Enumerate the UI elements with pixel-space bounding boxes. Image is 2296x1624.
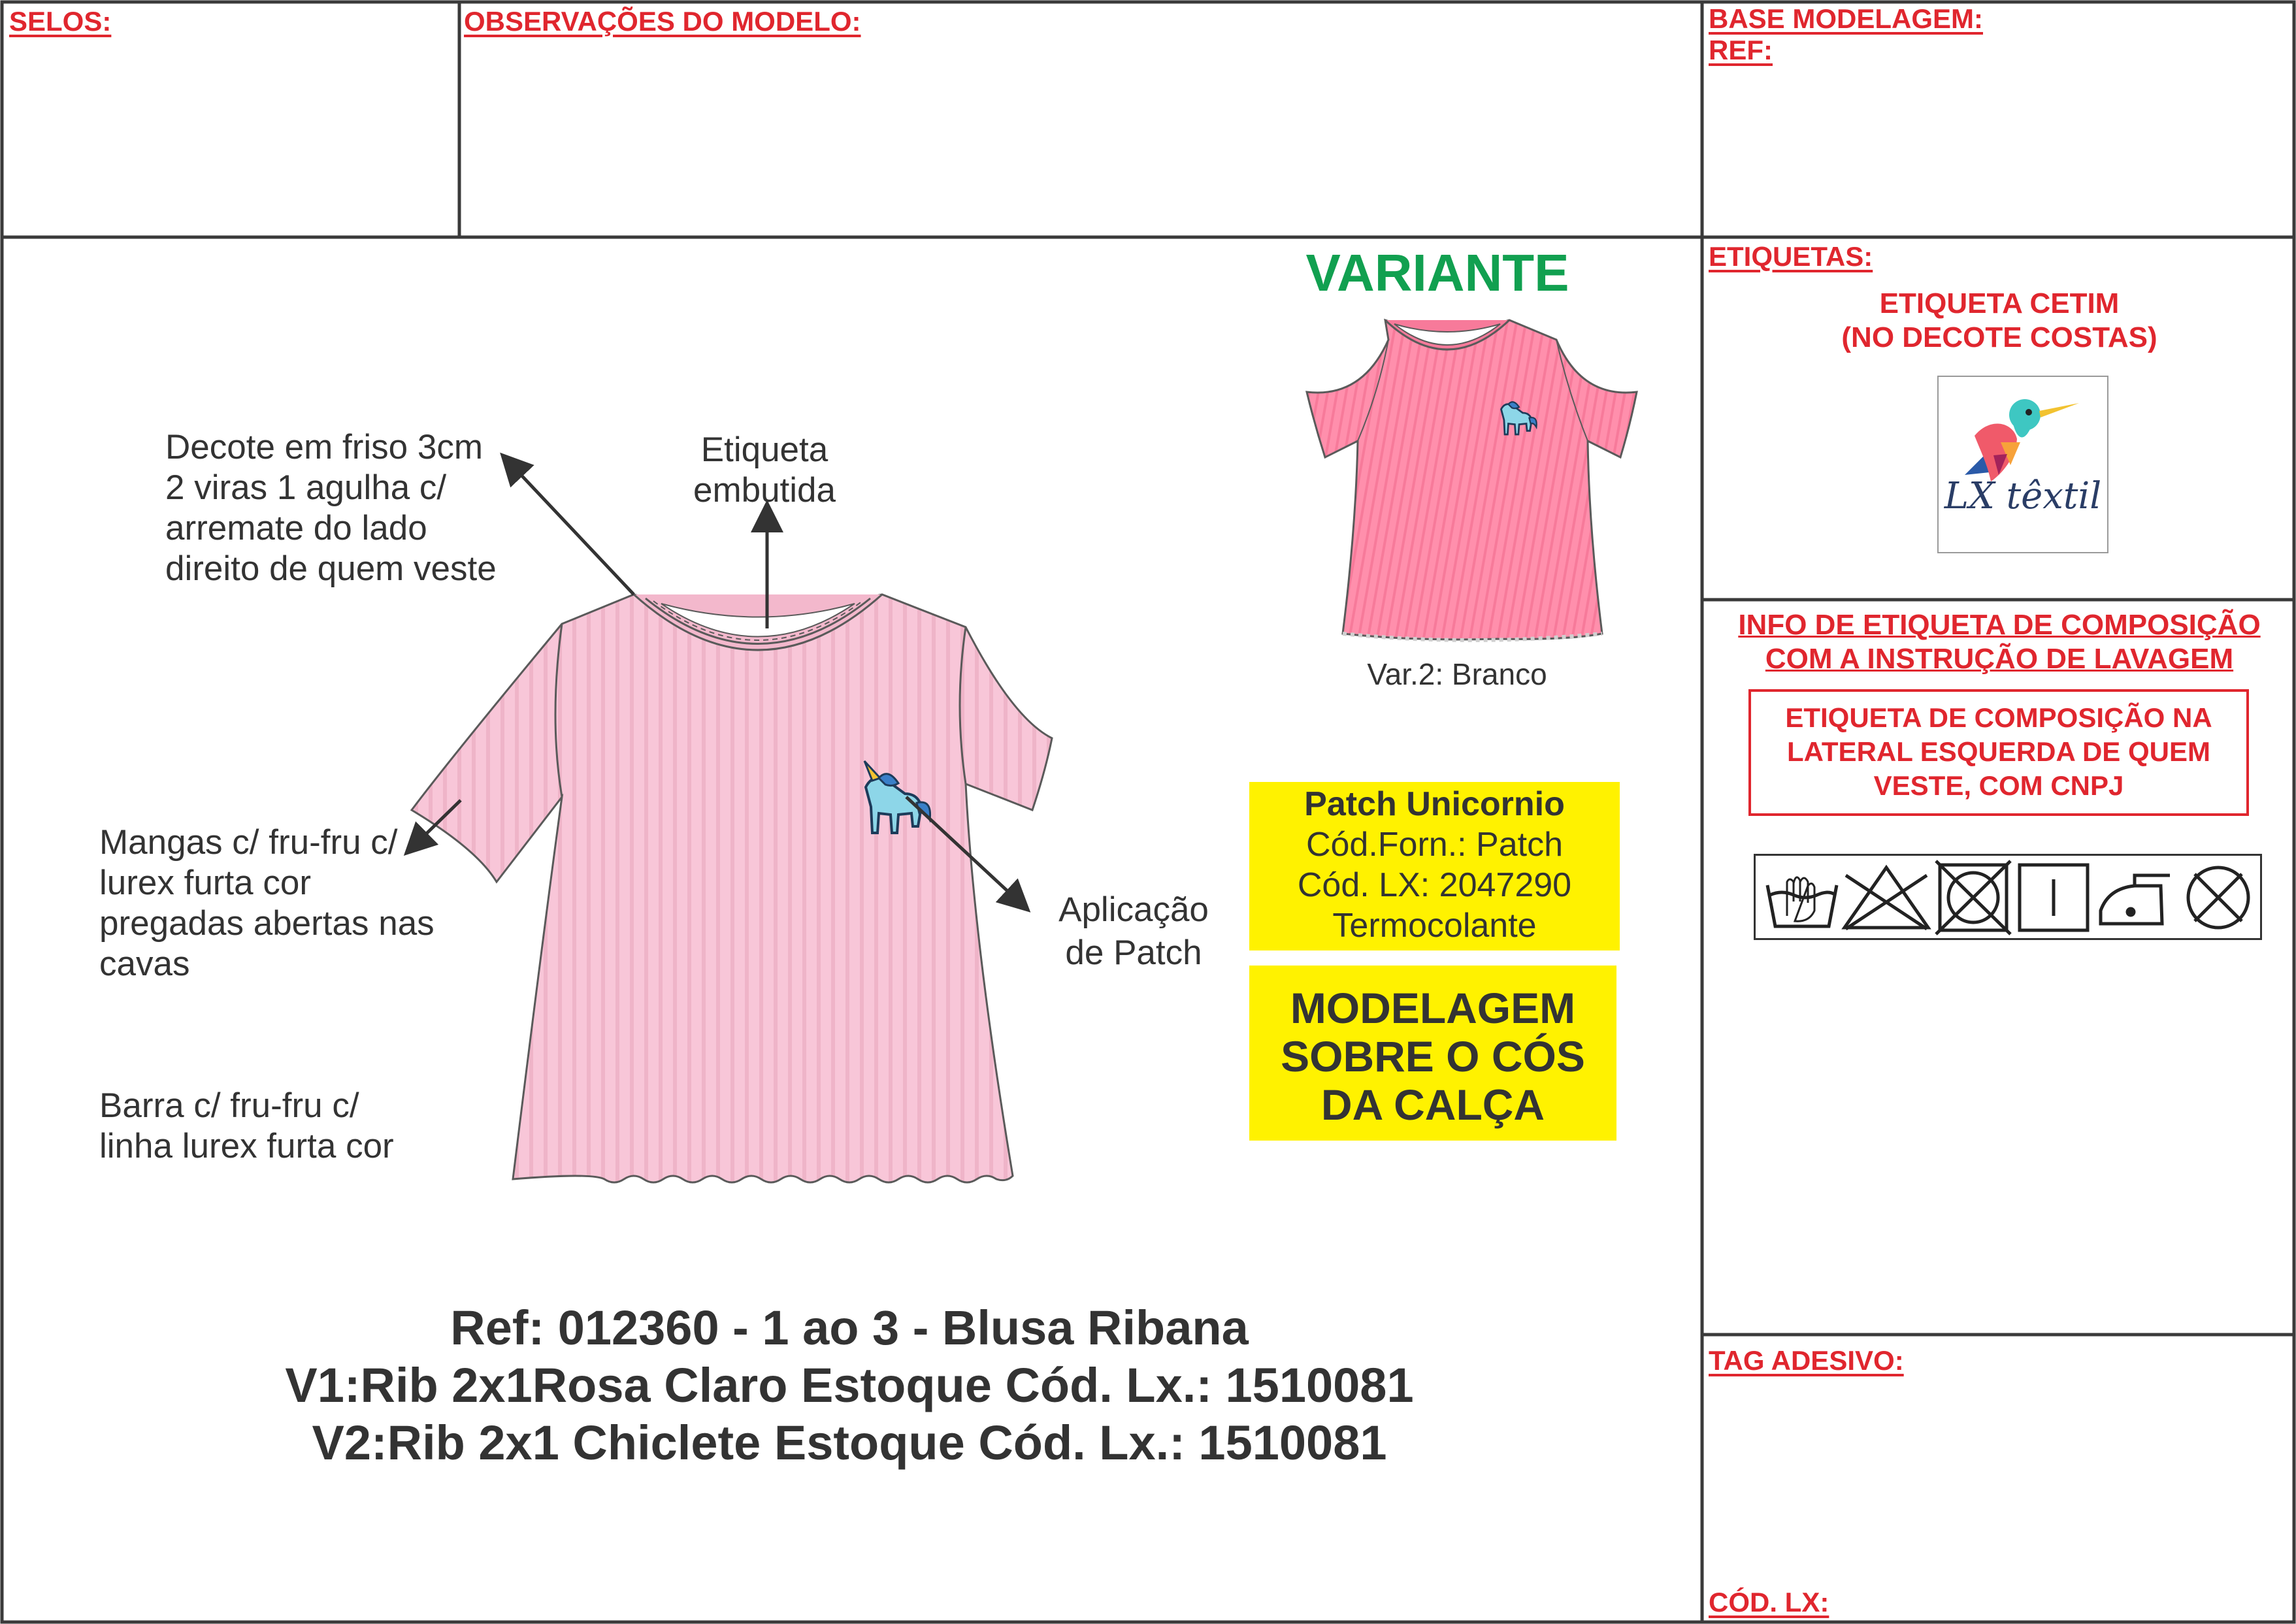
mangas-line-1: Mangas c/ fru-fru c/ (99, 823, 398, 862)
etiqueta-annotation (673, 430, 856, 511)
mangas-line-4: cavas (99, 945, 190, 983)
ref-label: REF: (1709, 35, 1773, 65)
reference-line-3: V2:Rib 2x1 Chiclete Estoque Cód. Lx.: 1510081 (312, 1416, 1387, 1470)
do-not-tumble-dry-icon (1936, 861, 2010, 934)
decote-annotation (165, 427, 497, 589)
reference-line-2: V1:Rib 2x1Rosa Claro Estoque Cód. Lx.: 1510081 (285, 1358, 1414, 1412)
patch-info-box (1249, 782, 1620, 950)
mangas-annotation (99, 822, 435, 984)
decote-line-3: arremate do lado (165, 509, 427, 547)
composicao-box (1748, 689, 2249, 816)
mangas-line-3: pregadas abertas nas (99, 904, 435, 943)
variante-title: VARIANTE (1305, 244, 1569, 302)
aplicacao-line-1: Aplicação (1058, 890, 1209, 929)
logo-text: LX têxtil (1944, 475, 2102, 517)
etiqueta-line-1: Etiqueta (700, 430, 828, 469)
etiquetas-label: ETIQUETAS: (1709, 241, 1873, 272)
do-not-bleach-icon (1845, 868, 1928, 929)
reference-line-1: Ref: 012360 - 1 ao 3 - Blusa Ribana (450, 1301, 1249, 1355)
variante-caption: Var.2: Branco (1367, 657, 1547, 691)
do-not-dry-clean-icon (2188, 868, 2248, 928)
info-etiqueta-line1: INFO DE ETIQUETA DE COMPOSIÇÃO (1738, 609, 2261, 641)
iron-low-icon (2101, 875, 2170, 924)
etiqueta-cetim-line1: ETIQUETA CETIM (1879, 287, 2120, 319)
etiqueta-cetim-line2: (NO DECOTE COSTAS) (1841, 321, 2157, 353)
patch-title: Patch Unicornio (1304, 785, 1565, 823)
patch-line-3: Termocolante (1332, 907, 1537, 945)
tag-adesivo-label: TAG ADESIVO: (1709, 1345, 1904, 1376)
modelagem-line-1: MODELAGEM (1290, 984, 1576, 1032)
modelagem-box (1249, 966, 1616, 1141)
barra-annotation (99, 1086, 394, 1167)
barra-line-1: Barra c/ fru-fru c/ (99, 1086, 359, 1125)
composicao-line2: LATERAL ESQUERDA DE QUEM (1787, 736, 2210, 767)
mangas-line-2: lurex furta cor (99, 864, 312, 902)
selos-label: SELOS: (9, 6, 112, 37)
etiqueta-line-2: embutida (693, 471, 836, 510)
variant-shirt-drawing (1255, 307, 1647, 647)
base-modelagem-label: BASE MODELAGEM: (1709, 3, 1983, 34)
info-etiqueta-line2: COM A INSTRUÇÃO DE LAVAGEM (1765, 643, 2234, 675)
barra-line-2: linha lurex furta cor (99, 1127, 394, 1165)
decote-line-4: direito de quem veste (165, 549, 497, 588)
care-symbols (1754, 854, 2262, 940)
aplicacao-annotation (1036, 888, 1232, 975)
composicao-line1: ETIQUETA DE COMPOSIÇÃO NA (1785, 702, 2212, 733)
decote-line-2: 2 viras 1 agulha c/ (165, 468, 447, 507)
patch-line-1: Cód.Forn.: Patch (1305, 826, 1564, 864)
hand-wash-icon (1767, 877, 1837, 926)
hummingbird-icon (1939, 377, 2107, 552)
line-dry-icon (2020, 865, 2088, 930)
composicao-line3: VESTE, COM CNPJ (1873, 770, 2124, 801)
aplicacao-line-2: de Patch (1065, 934, 1202, 972)
patch-line-2: Cód. LX: 2047290 (1297, 866, 1572, 904)
lx-textil-logo (1937, 376, 2108, 553)
cod-lx-label: CÓD. LX: (1709, 1587, 1829, 1617)
modelagem-line-3: DA CALÇA (1320, 1080, 1545, 1129)
decote-line-1: Decote em friso 3cm (165, 428, 483, 466)
observacoes-label: OBSERVAÇÕES DO MODELO: (464, 6, 861, 37)
modelagem-line-2: SOBRE O CÓS (1281, 1032, 1585, 1080)
